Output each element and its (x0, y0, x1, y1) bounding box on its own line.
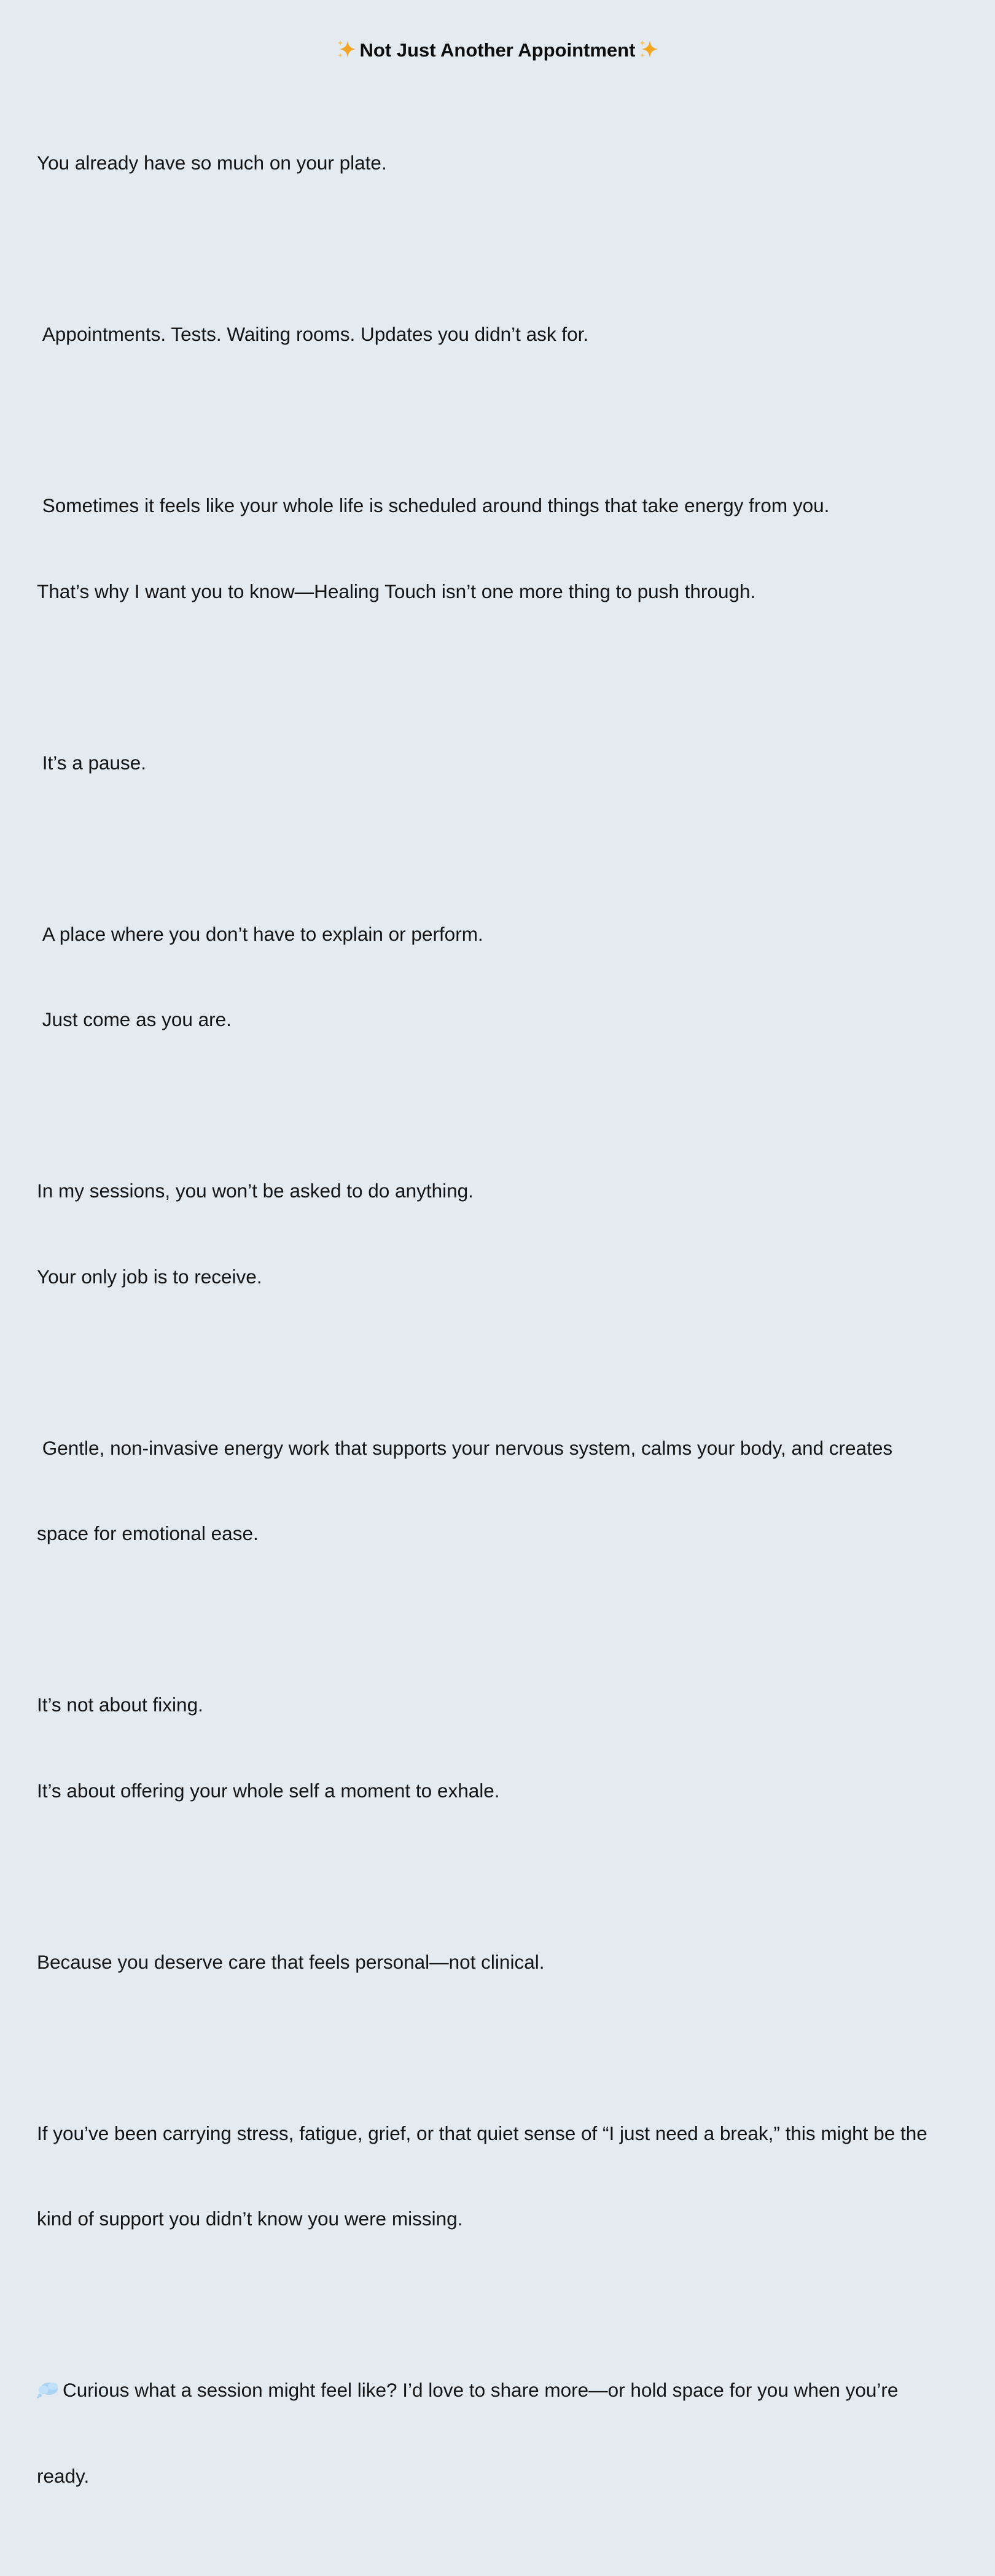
paragraph-line: ready. (37, 2464, 90, 2487)
paragraph (37, 1891, 986, 2034)
paragraph-line: It’s a pause. (37, 751, 147, 774)
paragraph-line: space for emotional ease. (37, 1522, 259, 1544)
paragraph (37, 691, 986, 835)
paragraph-line: If you’ve been carrying stress, fatigue, grief, or that quiet sense of “I just need a break,” this might be the (37, 2122, 927, 2144)
paragraph-line: It’s about offering your whole self a moment to exhale. (37, 1779, 500, 1802)
thought-bubble-icon (37, 2381, 59, 2398)
paragraph (37, 263, 986, 406)
closing-paragraph (37, 2319, 986, 2547)
paragraph-line: In my sessions, you won’t be asked to do anything. (37, 1180, 474, 1202)
sparkles-icon (335, 38, 357, 60)
paragraph-line: Gentle, non-invasive energy work that supports your nervous system, calms your body, and creates (37, 1436, 893, 1459)
paragraph (37, 1377, 986, 1605)
paragraph-line: You already have so much on your plate. (37, 152, 387, 174)
paragraph-line: kind of support you didn’t know you were missing. (37, 2208, 463, 2230)
post-title-row (0, 34, 995, 66)
paragraph-line: Appointments. Tests. Waiting rooms. Updates you didn’t ask for. (37, 323, 589, 345)
paragraph (37, 1119, 986, 1348)
post-title: Not Just Another Appointment (359, 39, 636, 61)
paragraph-line: Your only job is to receive. (37, 1265, 262, 1288)
post-body (37, 91, 986, 2576)
paragraph-line (37, 2376, 986, 2405)
paragraph-line: It’s not about fixing. (37, 1694, 203, 1716)
paragraph-line: Just come as you are. (37, 1008, 232, 1030)
paragraph-line: Because you deserve care that feels personal—not clinical. (37, 1950, 545, 1973)
paragraph (37, 434, 986, 663)
paragraph (37, 2062, 986, 2290)
paragraph (37, 863, 986, 1091)
paragraph (37, 1633, 986, 1862)
paragraph-line: Sometimes it feels like your whole life is scheduled around things that take energy from you. (37, 494, 830, 516)
paragraph (37, 91, 986, 235)
paragraph-line: A place where you don’t have to explain or perform. (37, 922, 483, 945)
closing-line: Curious what a session might feel like? I’d love to share more—or hold space for you when you’re (63, 2379, 899, 2401)
sparkles-icon (638, 38, 660, 60)
paragraph-line: That’s why I want you to know—Healing Touch isn’t one more thing to push through. (37, 580, 756, 602)
